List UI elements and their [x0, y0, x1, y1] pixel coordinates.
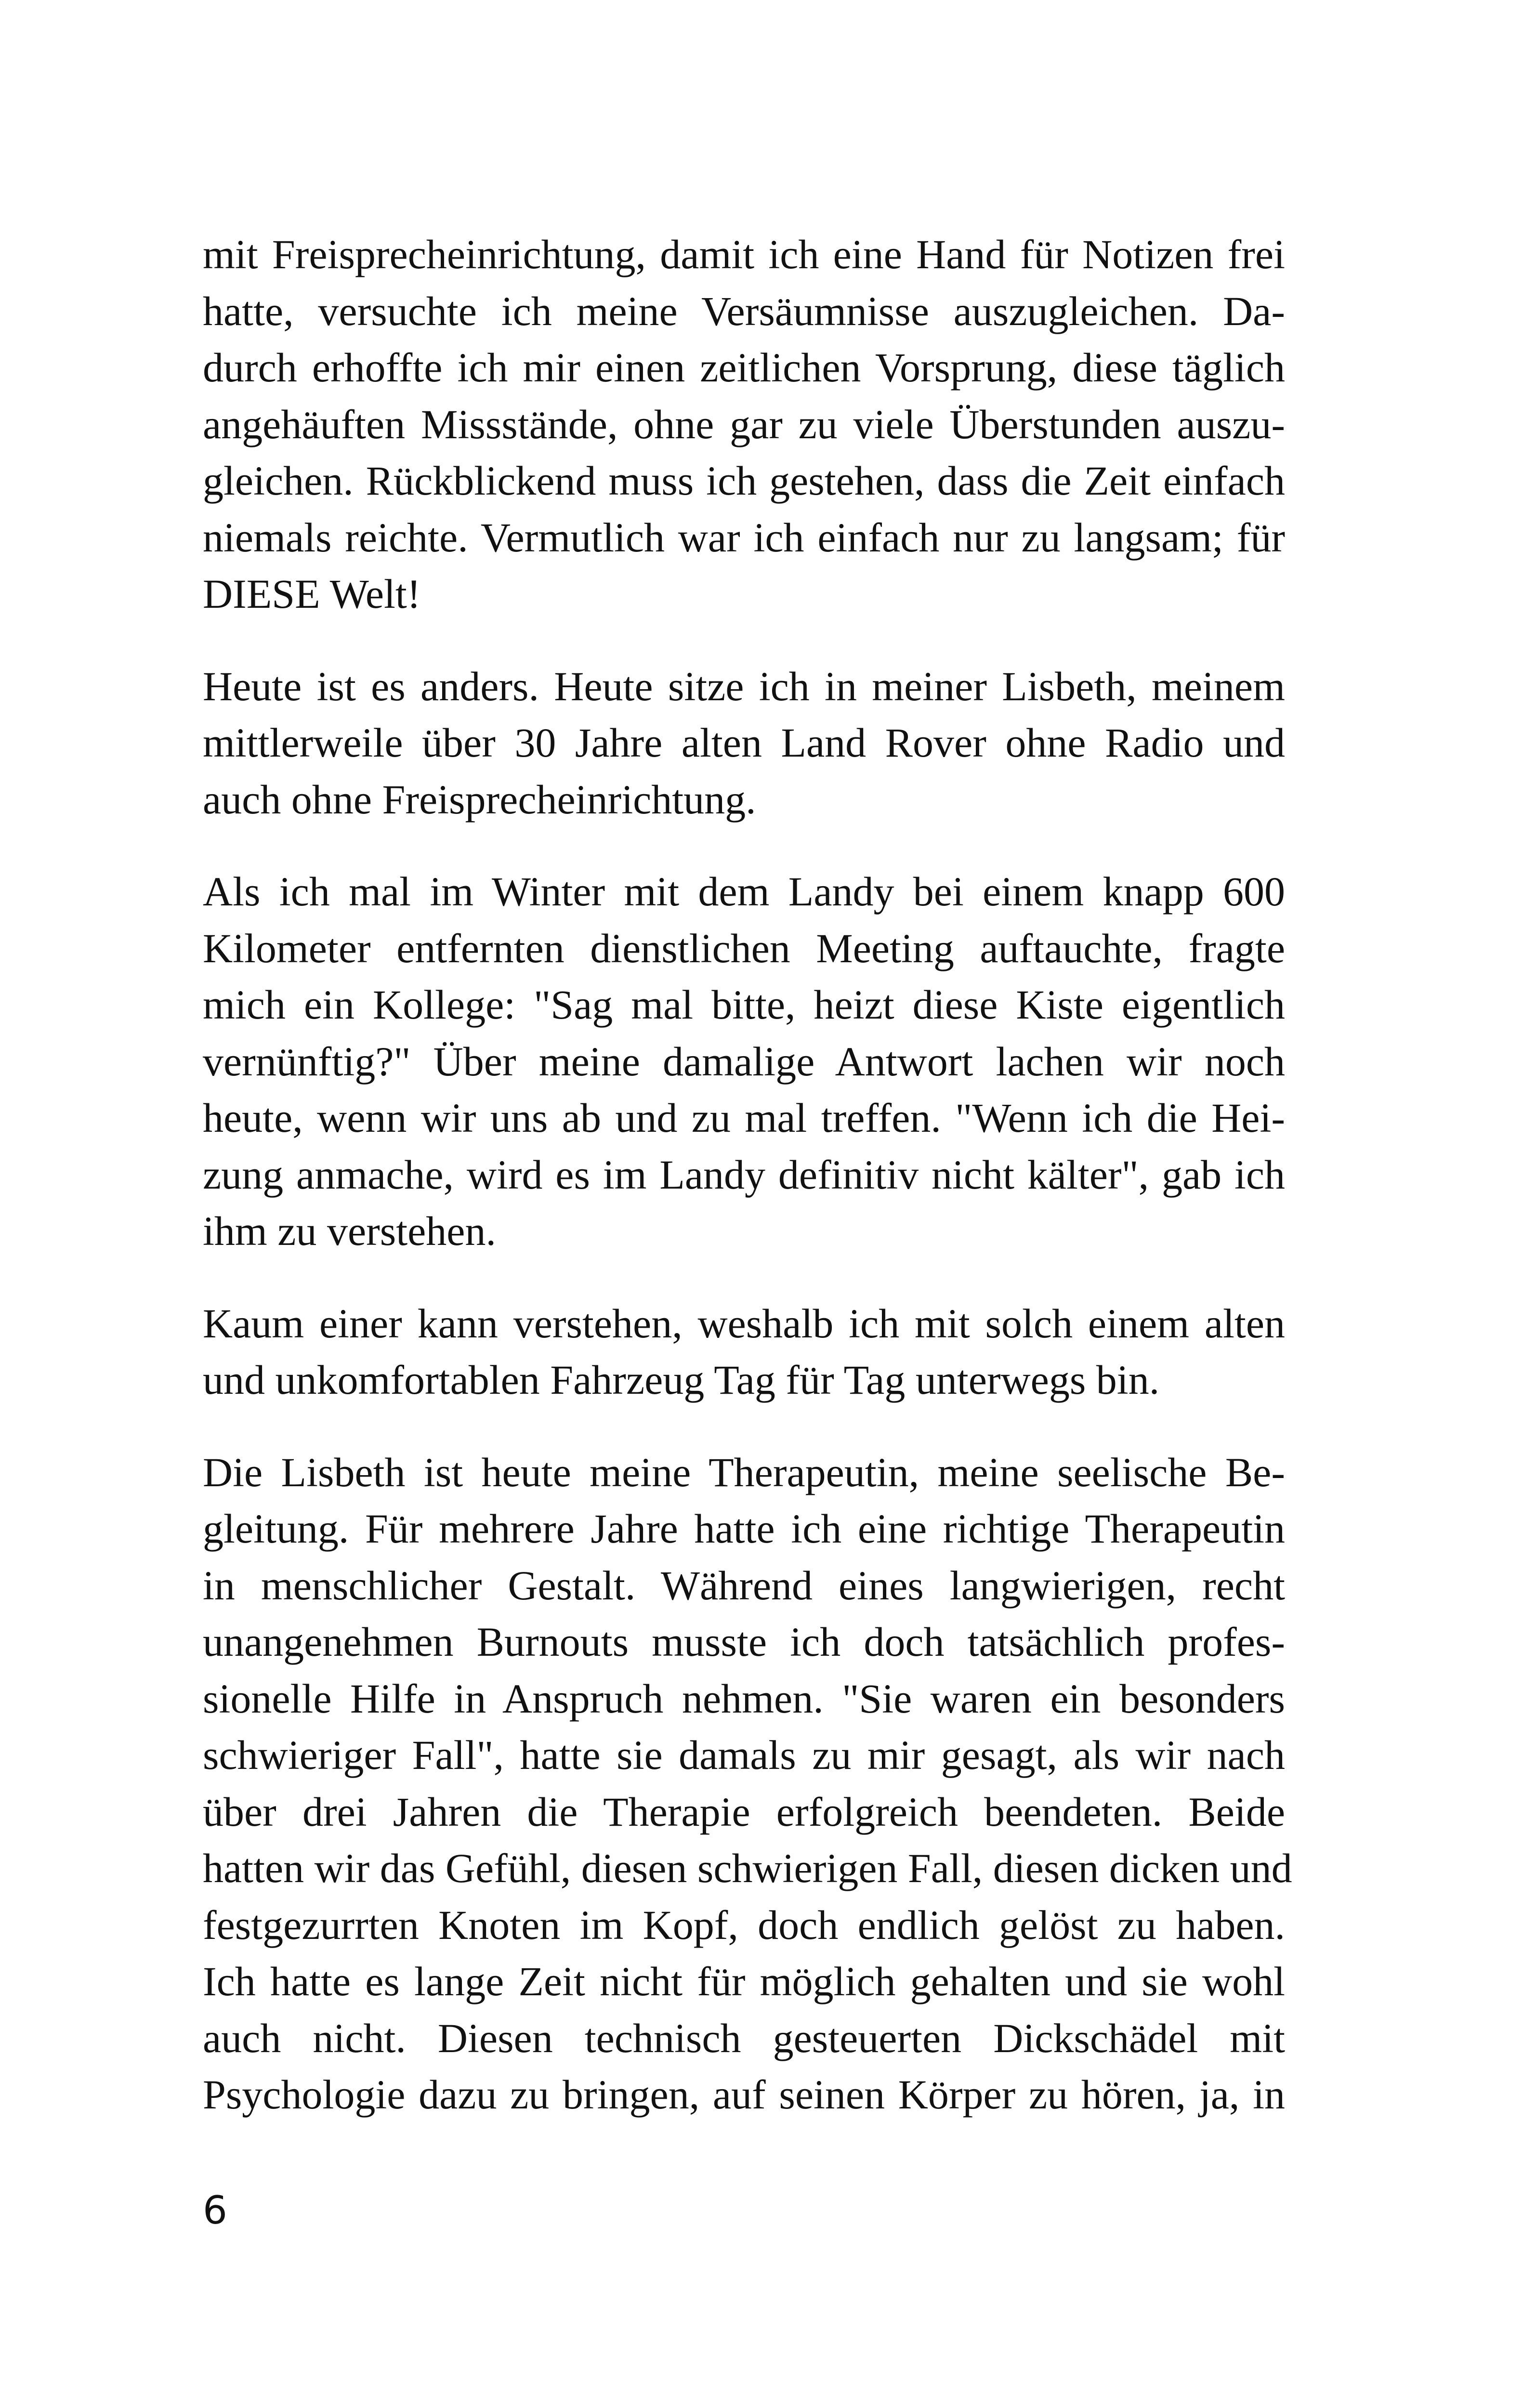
text-line: Heute ist es anders. Heute sitze ich in meiner Lisbeth, meinem: [203, 663, 1285, 709]
paragraph: [203, 864, 1285, 1260]
text-line: gleitung. Für mehrere Jahre hatte ich eine richtige Therapeutin: [203, 1505, 1285, 1552]
text-line: heute, wenn wir uns ab und zu mal treffen. "Wenn ich die Hei-: [203, 1095, 1285, 1141]
text-line: unangenehmen Burnouts musste ich doch tatsächlich profes-: [203, 1619, 1285, 1665]
text-line: Als ich mal im Winter mit dem Landy bei einem knapp 600: [203, 868, 1285, 915]
text-line: Kilometer entfernten dienstlichen Meeting auftauchte, fragte: [203, 925, 1285, 971]
text-line: hatten wir das Gefühl, diesen schwierigen Fall, diesen dicken und: [203, 1845, 1292, 1891]
text-line: vernünftig?" Über meine damalige Antwort lachen wir noch: [203, 1038, 1285, 1085]
page-number: 6: [203, 2188, 227, 2233]
text-line: durch erhoffte ich mir einen zeitlichen Vorsprung, diese täglich: [203, 344, 1285, 391]
text-line: Psychologie dazu zu bringen, auf seinen Körper zu hören, ja, in: [203, 2071, 1285, 2118]
text-line: DIESE Welt!: [203, 571, 421, 617]
text-line: und unkomfortablen Fahrzeug Tag für Tag unterwegs bin.: [203, 1357, 1160, 1403]
text-line: angehäuften Missstände, ohne gar zu viele Überstunden auszu-: [203, 401, 1285, 447]
text-line: mich ein Kollege: "Sag mal bitte, heizt diese Kiste eigentlich: [203, 982, 1285, 1028]
text-line: schwieriger Fall", hatte sie damals zu mir gesagt, als wir nach: [203, 1732, 1285, 1778]
text-line: auch nicht. Diesen technisch gesteuerten Dickschädel mit: [203, 2015, 1285, 2061]
body-text: [203, 226, 1292, 2159]
text-line: Ich hatte es lange Zeit nicht für möglich gehalten und sie wohl: [203, 1958, 1285, 2004]
text-line: Die Lisbeth ist heute meine Therapeutin, meine seelische Be-: [203, 1449, 1285, 1495]
text-line: gleichen. Rückblickend muss ich gestehen, dass die Zeit einfach: [203, 458, 1285, 504]
text-line: niemals reichte. Vermutlich war ich einfach nur zu langsam; für: [203, 514, 1285, 561]
text-line: zung anmache, wird es im Landy definitiv nicht kälter", gab ich: [203, 1151, 1285, 1198]
text-line: sionelle Hilfe in Anspruch nehmen. "Sie waren ein besonders: [203, 1675, 1285, 1722]
text-line: über drei Jahren die Therapie erfolgreich beendeten. Beide: [203, 1788, 1285, 1835]
text-line: hatte, versuchte ich meine Versäumnisse auszugleichen. Da-: [203, 288, 1285, 334]
text-line: in menschlicher Gestalt. Während eines langwierigen, recht: [203, 1562, 1285, 1609]
paragraph: [203, 1296, 1285, 1409]
text-line: mit Freisprecheinrichtung, damit ich eine Hand für Notizen frei: [203, 231, 1285, 277]
text-line: auch ohne Freisprecheinrichtung.: [203, 776, 756, 823]
text-line: mittlerweile über 30 Jahre alten Land Rover ohne Radio und: [203, 720, 1285, 766]
text-line: ihm zu verstehen.: [203, 1208, 496, 1254]
paragraph: [203, 1444, 1292, 2123]
text-line: Kaum einer kann verstehen, weshalb ich mit solch einem alten: [203, 1300, 1285, 1347]
paragraph: [203, 226, 1285, 623]
paragraph: [203, 658, 1285, 828]
text-line: festgezurrten Knoten im Kopf, doch endlich gelöst zu haben.: [203, 1901, 1285, 1948]
